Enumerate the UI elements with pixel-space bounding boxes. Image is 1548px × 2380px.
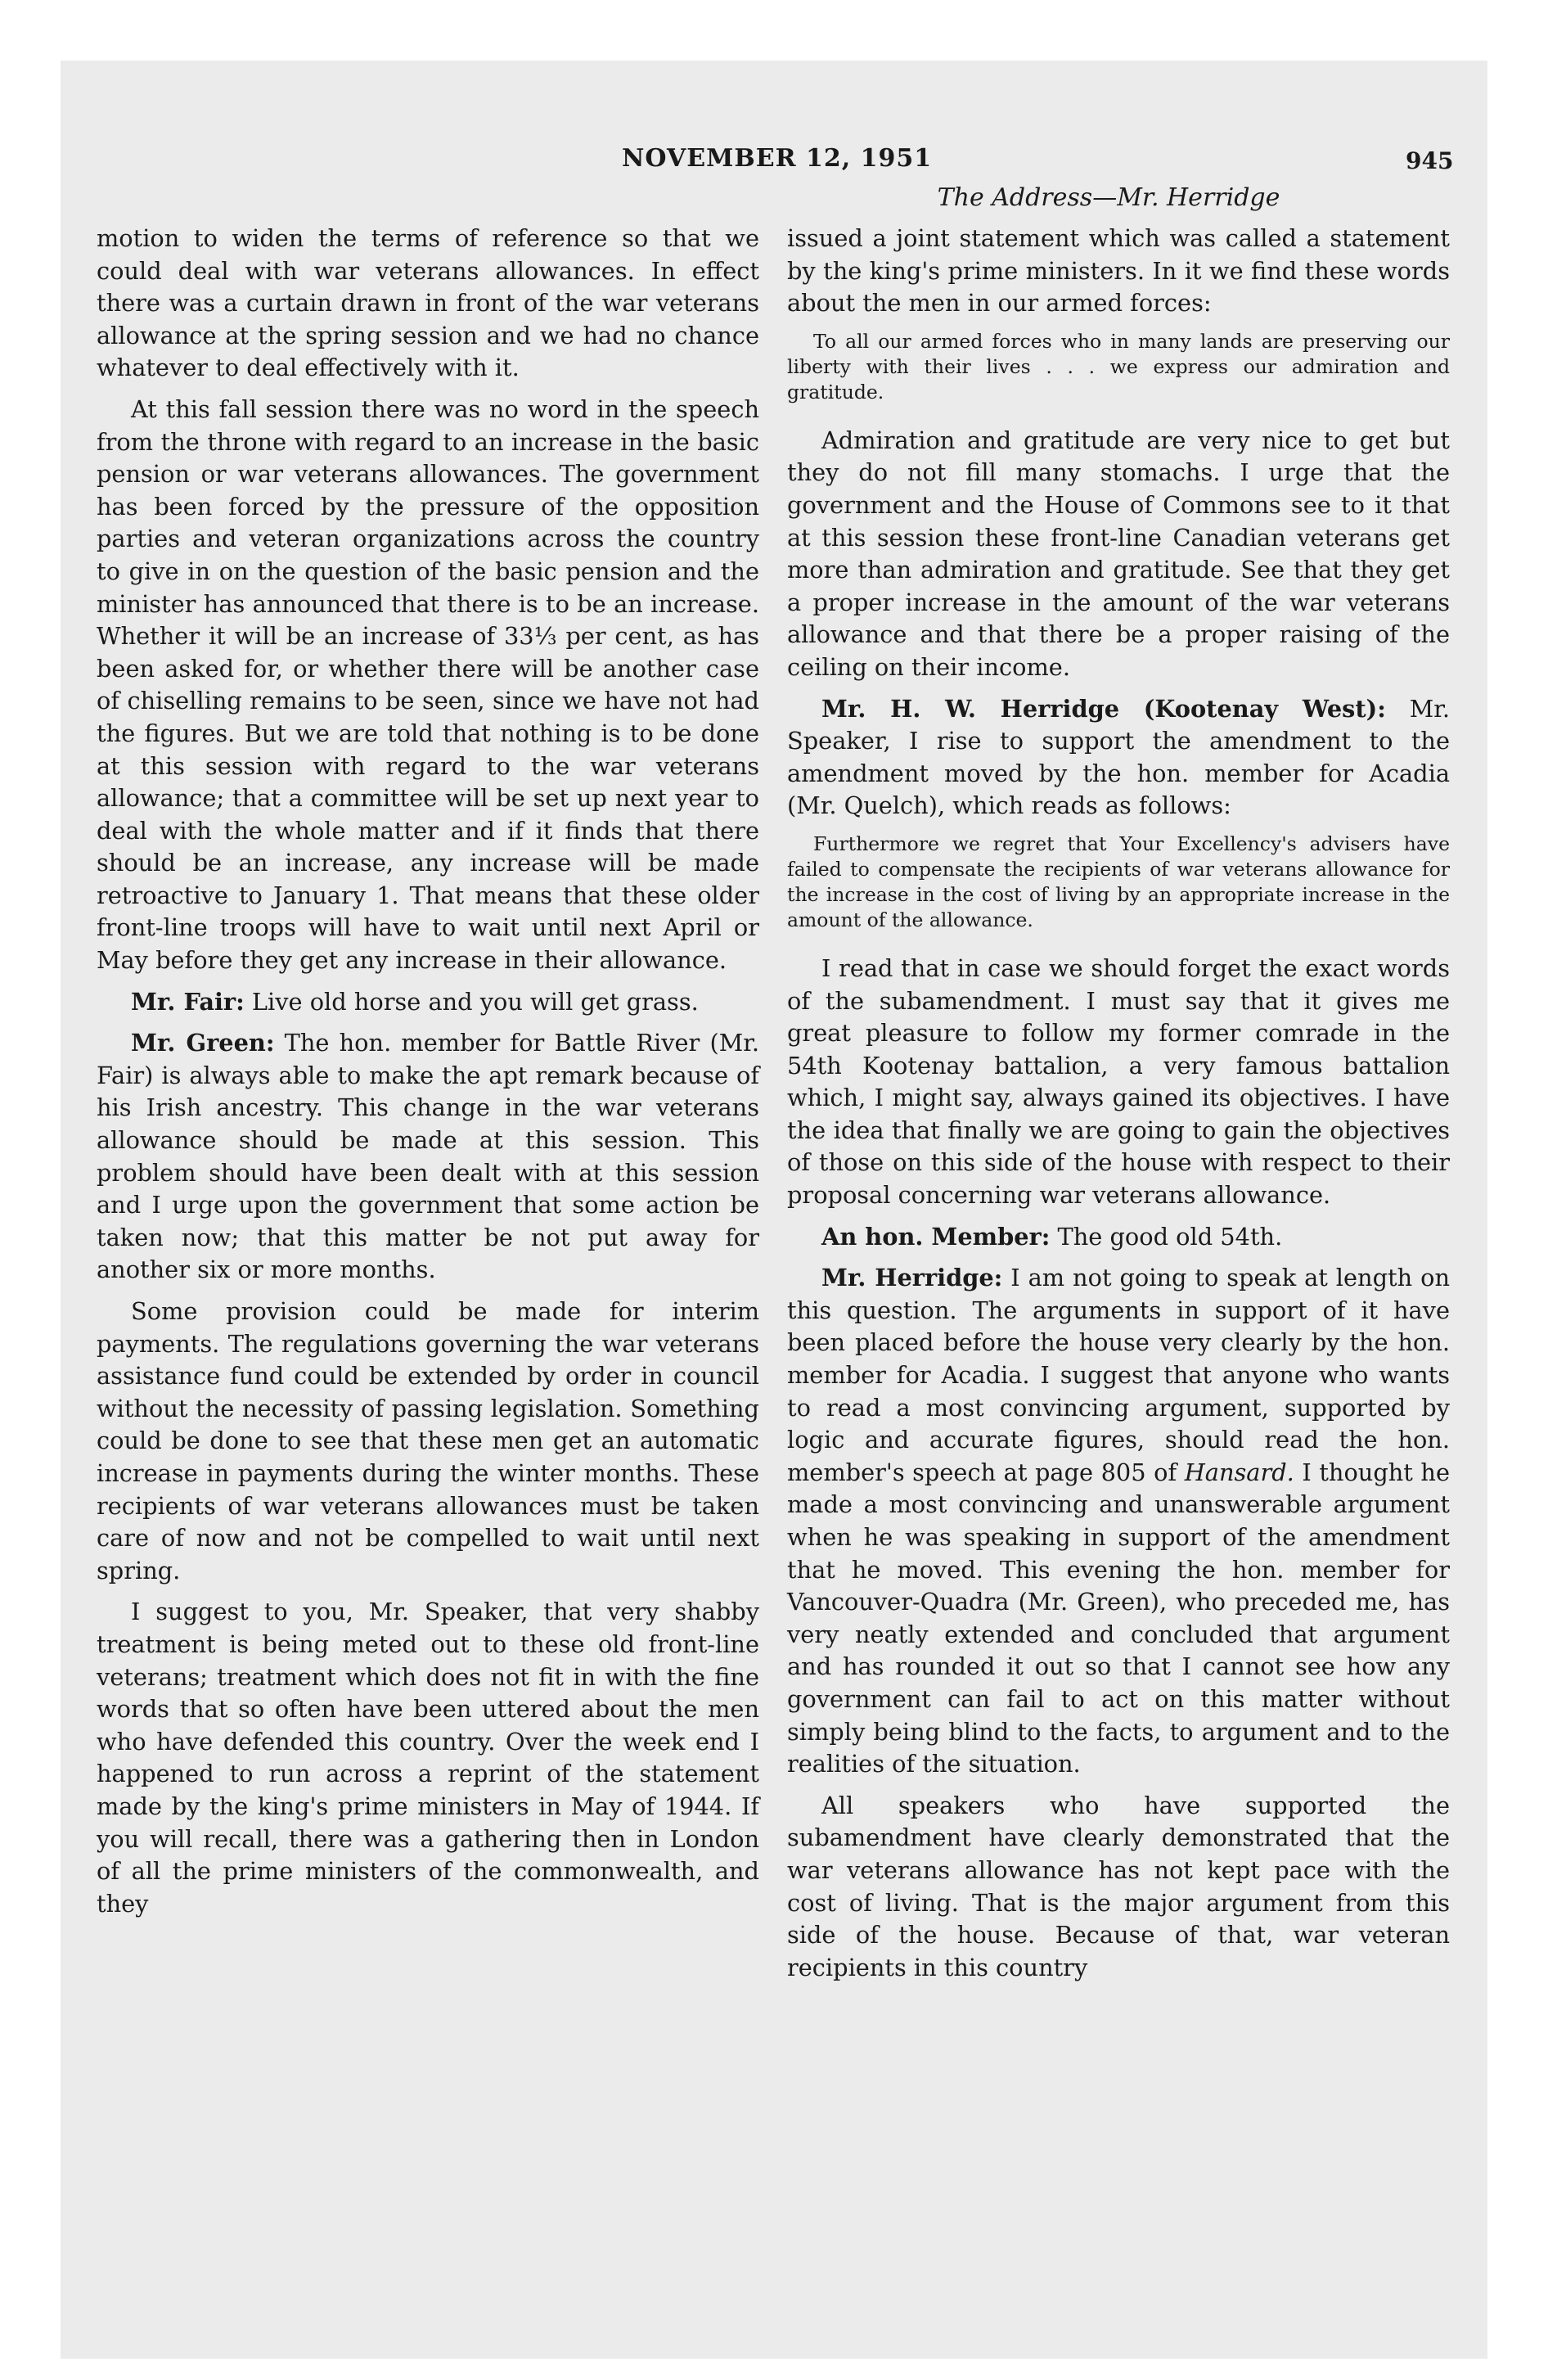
speaker-text: I am not going to speak at length on this question. The arguments in support of it have been placed before the house very clearly by the hon. member for Acadia. I suggest that anyone who wants to read a most convincing argument, supported by logic and accurate figures, should read the hon. member's speech at page 805 of: [787, 1264, 1450, 1486]
paragraph: motion to widen the terms of reference so that we could deal with war veterans allowances. In effect there was a curtain drawn in front of the war veterans allowance at the spring session and we had no chance whatever to deal effectively with it.: [97, 224, 759, 382]
speaker-name: An hon. Member:: [821, 1222, 1051, 1251]
paragraph: All speakers who have supported the subamendment have clearly demonstrated that the war veterans allowance has not kept pace with the cost of living. That is the major argument from this side of the house. Because of that, war veteran recipients in this country: [787, 1791, 1450, 1981]
paragraph: At this fall session there was no word in the speech from the throne with regard to an increase in the basic pension or war veterans allowances. The government has been forced by the pressure of the opposition parties and veteran organizations across the country to give in on the question of the basic pension and the minister has announced that there is to be an increase. Whether it will be an increase of 33⅓ per cent, as has been asked for, or whether there will be another case of chiselling remains to be seen, since we have not had the figures. But we are told that nothing is to be done at this session with regard to the war veterans allowance; that a committee will be set up next year to deal with the whole matter and if it finds that there should be an increase, any increase will be made retroactive to January 1. That means that these older front-line troops will have to wait until next April or May before they get any increase in their allowance.: [97, 394, 759, 975]
running-title: The Address—Mr. Herridge: [937, 183, 1280, 212]
left-column: [97, 223, 759, 1929]
speaker-paragraph: [97, 1027, 759, 1287]
speaker-paragraph: [787, 1262, 1450, 1781]
speaker-text: The hon. member for Battle River (Mr. Fair) is always able to make the apt remark because of his Irish ancestry. This change in the war veterans allowance should be made at this session. This problem should have been dealt with at this session and I urge upon the government that some action be taken now; that this matter be not put away for another six or more months.: [97, 1029, 759, 1284]
paragraph: Some provision could be made for interim payments. The regulations governing the war veterans assistance fund could be extended by order in council without the necessity of passing legislation. Something could be done to see that these men get an automatic increase in payments during the winter months. These recipients of war veterans allowances must be taken care of now and not be compelled to wait until next spring.: [97, 1297, 759, 1584]
speaker-name: Mr. Green:: [131, 1029, 275, 1057]
block-quote: To all our armed forces who in many lands are preserving our liberty with their lives . . . we express our admiration and gratitude.: [787, 329, 1450, 403]
speaker-name: Mr. Herridge:: [821, 1264, 1003, 1292]
page-number: 945: [1406, 147, 1454, 174]
speaker-paragraph: [787, 693, 1450, 823]
speaker-paragraph: [787, 1221, 1450, 1254]
speaker-text: Mr. Speaker, I rise to support the amendment to the amendment moved by the hon. member for Acadia (Mr. Quelch), which reads as follows:: [787, 694, 1451, 820]
paragraph: issued a joint statement which was called a statement by the king's prime ministers. In it we find these words about the men in our armed forces:: [787, 224, 1450, 318]
speaker-name: Mr. H. W. Herridge (Kootenay West):: [821, 694, 1386, 723]
speaker-text: The good old 54th.: [1057, 1222, 1283, 1251]
page-date-header: NOVEMBER 12, 1951: [622, 144, 933, 173]
paragraph: I read that in case we should forget the exact words of the subamendment. I must say that it gives me great pleasure to follow my former comrade in the 54th Kootenay battalion, a very famous battalion which, I might say, always gained its objectives. I have the idea that finally we are going to gain the objectives of those on this side of the house with respect to their proposal concerning war veterans allowance.: [787, 953, 1450, 1210]
hansard-reference: Hansard.: [1184, 1458, 1294, 1486]
block-quote: Furthermore we regret that Your Excellency's advisers have failed to compensate the recipients of war veterans allowance for the increase in the cost of living by an appropriate increase in the amount of the allowance.: [787, 832, 1450, 931]
paragraph: Admiration and gratitude are very nice to get but they do not fill many stomachs. I urge that the government and the House of Commons see to it that at this session these front-line Canadian veterans get more than admiration and gratitude. See that they get a proper increase in the amount of the war veterans allowance and that there be a proper raising of the ceiling on their income.: [787, 426, 1450, 681]
speaker-paragraph: [97, 986, 759, 1019]
speaker-text: I thought he made a most convincing and unanswerable argument when he was speaking in support of the amendment that he moved. This evening the hon. member for Vancouver-Quadra (Mr. Green), who preceded me, has very neatly extended and concluded that argument and has rounded it out so that I cannot see how any government can fail to act on this matter without simply being blind to the facts, to argument and to the realities of the situation.: [787, 1458, 1451, 1778]
right-column: [787, 223, 1450, 1993]
speaker-text: Live old horse and you will get grass.: [251, 987, 699, 1016]
speaker-name: Mr. Fair:: [131, 987, 245, 1016]
paragraph: I suggest to you, Mr. Speaker, that very shabby treatment is being meted out to these old front-line veterans; treatment which does not fit in with the fine words that so often have been uttered about the men who have defended this country. Over the week end I happened to run across a reprint of the statement made by the king's prime ministers in May of 1944. If you will recall, there was a gathering then in London of all the prime ministers of the commonwealth, and they: [97, 1598, 759, 1918]
